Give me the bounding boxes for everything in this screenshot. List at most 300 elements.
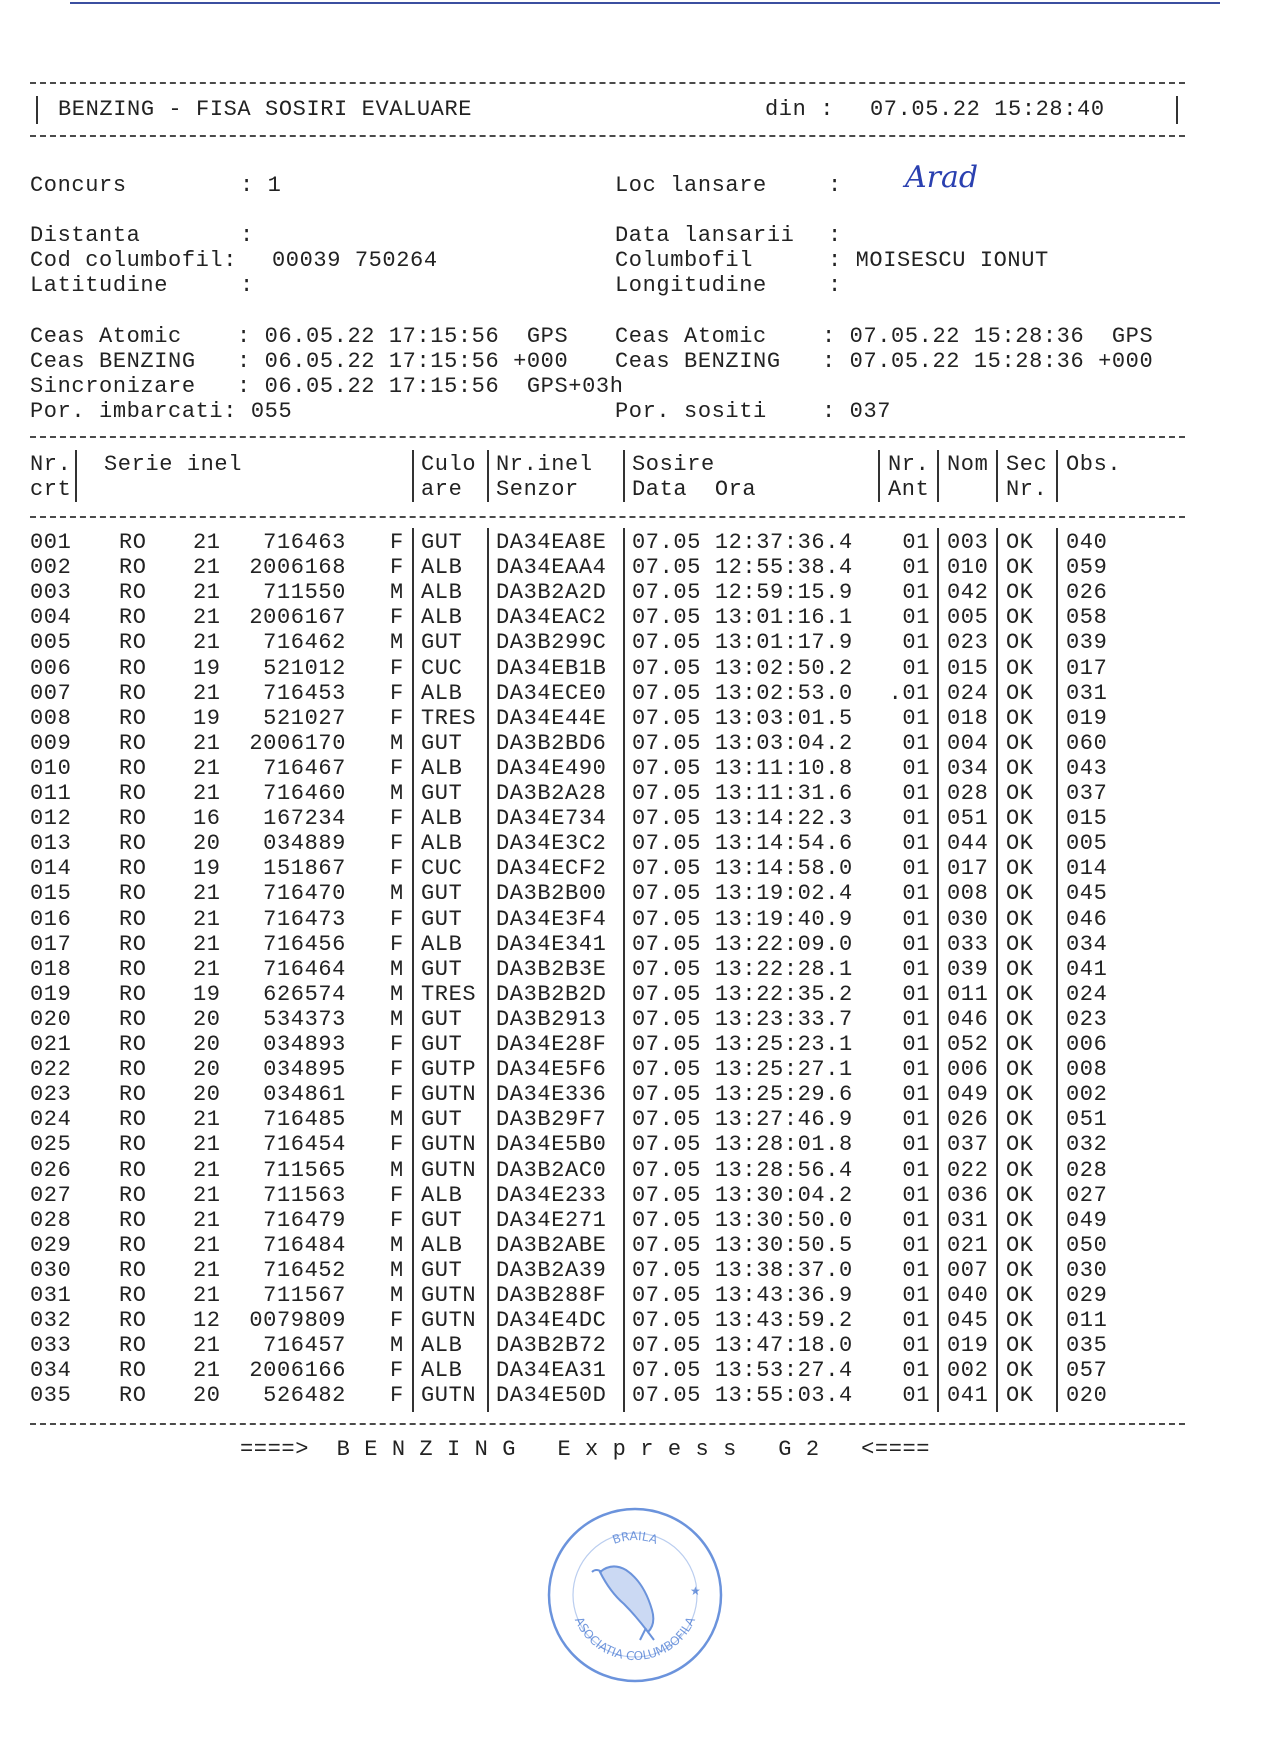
table-row bbox=[0, 1082, 1200, 1107]
table-row bbox=[0, 957, 1200, 982]
ceas-benzing-end: Ceas BENZING : 07.05.22 15:28:36 +000 bbox=[615, 349, 1154, 374]
cell-obs: 049 bbox=[1066, 1207, 1108, 1233]
cell-nr: 004 bbox=[30, 605, 72, 631]
cell-sensor: DA34E3C2 bbox=[496, 831, 607, 857]
cell-nr: 022 bbox=[30, 1057, 72, 1083]
cell-obs: 028 bbox=[1066, 1157, 1108, 1183]
cell-nr: 001 bbox=[30, 530, 72, 555]
cell-ro: RO bbox=[119, 1283, 147, 1308]
cell-sensor: DA3B2A28 bbox=[496, 781, 607, 806]
cell-color: GUT bbox=[421, 1257, 463, 1283]
cell-nom: 003 bbox=[947, 530, 989, 555]
cell-nom: 042 bbox=[947, 580, 989, 606]
cell-color: CUC bbox=[421, 856, 463, 882]
cell-obs: 041 bbox=[1066, 956, 1108, 982]
cell-color: GUT bbox=[421, 1207, 463, 1233]
latitudine-value: : bbox=[240, 273, 254, 298]
cell-ant: 01 bbox=[902, 1057, 930, 1083]
cell-time: 07.05 13:43:59.2 bbox=[632, 1308, 853, 1334]
cell-sec: OK bbox=[1006, 981, 1034, 1007]
cell-obs: 040 bbox=[1066, 530, 1108, 555]
cell-yr: 21 bbox=[193, 1232, 221, 1258]
cell-sec: OK bbox=[1006, 1032, 1034, 1057]
cell-ant: 01 bbox=[902, 1207, 930, 1233]
cell-nom: 002 bbox=[947, 1358, 989, 1384]
cell-ring: 2006168 bbox=[249, 555, 346, 581]
cell-ant: 01 bbox=[902, 1257, 930, 1283]
cell-ring: 716456 bbox=[263, 931, 346, 957]
cell-color: ALB bbox=[421, 555, 463, 581]
cell-sensor: DA34E3F4 bbox=[496, 906, 607, 932]
cell-sec: OK bbox=[1006, 1358, 1034, 1384]
cell-sex: F bbox=[390, 931, 404, 957]
cell-ant: 01 bbox=[902, 755, 930, 781]
cell-ant: 01 bbox=[902, 931, 930, 957]
cell-nom: 007 bbox=[947, 1257, 989, 1283]
cell-nr: 029 bbox=[30, 1232, 72, 1258]
column-separator bbox=[75, 450, 77, 502]
cell-time: 07.05 13:30:04.2 bbox=[632, 1182, 853, 1208]
divider bbox=[30, 135, 1185, 137]
cell-obs: 043 bbox=[1066, 755, 1108, 781]
col-nrant: Nr. bbox=[888, 452, 930, 477]
cell-time: 07.05 12:59:15.9 bbox=[632, 580, 853, 606]
cell-sensor: DA34E50D bbox=[496, 1383, 607, 1409]
cell-obs: 027 bbox=[1066, 1182, 1108, 1208]
cell-obs: 002 bbox=[1066, 1082, 1108, 1108]
cell-yr: 19 bbox=[193, 655, 221, 681]
latitudine-label: Latitudine bbox=[30, 273, 169, 298]
cell-color: ALB bbox=[421, 605, 463, 631]
cell-ring: 716473 bbox=[263, 906, 346, 932]
cell-ant: 01 bbox=[902, 555, 930, 581]
cell-ring: 526482 bbox=[263, 1383, 346, 1409]
cell-obs: 014 bbox=[1066, 856, 1108, 882]
col-sec: Sec bbox=[1006, 452, 1048, 477]
cell-yr: 21 bbox=[193, 956, 221, 982]
cell-sex: F bbox=[390, 1057, 404, 1083]
cell-sec: OK bbox=[1006, 555, 1034, 581]
cell-nom: 021 bbox=[947, 1232, 989, 1258]
cell-nr: 024 bbox=[30, 1107, 72, 1133]
table-row bbox=[0, 555, 1200, 580]
cell-sex: F bbox=[390, 680, 404, 706]
cell-ro: RO bbox=[119, 1358, 147, 1384]
cell-ant: 01 bbox=[902, 630, 930, 656]
cell-ro: RO bbox=[119, 1383, 147, 1409]
cell-sensor: DA34E490 bbox=[496, 755, 607, 781]
cell-nr: 032 bbox=[30, 1308, 72, 1334]
column-separator bbox=[996, 450, 998, 502]
cell-ant: 01 bbox=[902, 1107, 930, 1133]
cell-ring: 716485 bbox=[263, 1107, 346, 1133]
column-separator bbox=[623, 450, 625, 502]
cell-time: 07.05 13:01:17.9 bbox=[632, 630, 853, 656]
cell-yr: 21 bbox=[193, 1358, 221, 1384]
cell-nr: 011 bbox=[30, 781, 72, 806]
cell-yr: 19 bbox=[193, 705, 221, 731]
divider bbox=[30, 436, 1185, 438]
distanta-value: : bbox=[240, 223, 254, 248]
cell-sensor: DA3B2A2D bbox=[496, 580, 607, 606]
header-left-bar bbox=[36, 96, 38, 124]
cell-ant: 01 bbox=[902, 1132, 930, 1158]
cell-nr: 012 bbox=[30, 806, 72, 832]
cell-ro: RO bbox=[119, 1232, 147, 1258]
cell-sec: OK bbox=[1006, 1232, 1034, 1258]
col-crt: crt bbox=[30, 477, 72, 502]
cell-obs: 023 bbox=[1066, 1006, 1108, 1032]
cell-time: 07.05 13:22:28.1 bbox=[632, 956, 853, 982]
cell-ant: 01 bbox=[902, 605, 930, 631]
cell-color: GUT bbox=[421, 881, 463, 907]
cell-time: 07.05 13:22:35.2 bbox=[632, 981, 853, 1007]
table-row bbox=[0, 530, 1200, 555]
cell-sensor: DA3B2ABE bbox=[496, 1232, 607, 1258]
table-row bbox=[0, 1208, 1200, 1233]
cell-nr: 006 bbox=[30, 655, 72, 681]
cell-sec: OK bbox=[1006, 630, 1034, 656]
cell-color: GUTN bbox=[421, 1157, 477, 1183]
cell-sec: OK bbox=[1006, 1082, 1034, 1108]
cell-ro: RO bbox=[119, 605, 147, 631]
cell-nom: 011 bbox=[947, 981, 989, 1007]
cell-nom: 030 bbox=[947, 906, 989, 932]
cell-nr: 005 bbox=[30, 630, 72, 656]
cell-yr: 21 bbox=[193, 1132, 221, 1158]
cell-obs: 017 bbox=[1066, 655, 1108, 681]
longitudine-value: : bbox=[828, 273, 842, 298]
cell-nom: 037 bbox=[947, 1132, 989, 1158]
table-row bbox=[0, 1057, 1200, 1082]
cell-nr: 018 bbox=[30, 956, 72, 982]
cell-time: 07.05 13:38:37.0 bbox=[632, 1257, 853, 1283]
cell-nr: 003 bbox=[30, 580, 72, 606]
cell-sensor: DA34ECE0 bbox=[496, 680, 607, 706]
cell-obs: 050 bbox=[1066, 1232, 1108, 1258]
cell-sex: F bbox=[390, 555, 404, 581]
cell-nom: 040 bbox=[947, 1283, 989, 1308]
cell-ro: RO bbox=[119, 806, 147, 832]
cell-sex: M bbox=[390, 1257, 404, 1283]
cod-columbofil-label: Cod columbofil: bbox=[30, 248, 238, 273]
cell-sex: F bbox=[390, 655, 404, 681]
cell-yr: 19 bbox=[193, 856, 221, 882]
cell-yr: 21 bbox=[193, 1182, 221, 1208]
cell-ring: 034895 bbox=[263, 1057, 346, 1083]
cell-yr: 19 bbox=[193, 981, 221, 1007]
cell-sex: M bbox=[390, 1283, 404, 1308]
cell-yr: 20 bbox=[193, 1082, 221, 1108]
distanta-label: Distanta bbox=[30, 223, 141, 248]
cell-time: 07.05 13:43:36.9 bbox=[632, 1283, 853, 1308]
cell-sec: OK bbox=[1006, 655, 1034, 681]
cell-sec: OK bbox=[1006, 1308, 1034, 1334]
table-row bbox=[0, 656, 1200, 681]
cell-ring: 534373 bbox=[263, 1006, 346, 1032]
table-row bbox=[0, 630, 1200, 655]
cell-ro: RO bbox=[119, 630, 147, 656]
cell-sex: F bbox=[390, 1032, 404, 1057]
cell-yr: 21 bbox=[193, 781, 221, 806]
cell-obs: 031 bbox=[1066, 680, 1108, 706]
cell-ring: 521012 bbox=[263, 655, 346, 681]
cell-ant: 01 bbox=[902, 1358, 930, 1384]
cell-sex: M bbox=[390, 1107, 404, 1133]
loc-lansare-value: : bbox=[828, 173, 842, 198]
cell-nom: 005 bbox=[947, 605, 989, 631]
cell-ro: RO bbox=[119, 856, 147, 882]
cell-yr: 21 bbox=[193, 906, 221, 932]
cell-sensor: DA34E44E bbox=[496, 705, 607, 731]
cell-ring: 716479 bbox=[263, 1207, 346, 1233]
cell-ro: RO bbox=[119, 705, 147, 731]
cell-ro: RO bbox=[119, 1157, 147, 1183]
longitudine-label: Longitudine bbox=[615, 273, 767, 298]
cell-nom: 006 bbox=[947, 1057, 989, 1083]
cell-ro: RO bbox=[119, 1132, 147, 1158]
cell-obs: 051 bbox=[1066, 1107, 1108, 1133]
cell-obs: 029 bbox=[1066, 1283, 1108, 1308]
data-lansarii-value: : bbox=[828, 223, 842, 248]
table-row bbox=[0, 1233, 1200, 1258]
cell-color: GUT bbox=[421, 530, 463, 555]
cell-ring: 716452 bbox=[263, 1257, 346, 1283]
cell-nom: 018 bbox=[947, 705, 989, 731]
cell-nom: 017 bbox=[947, 856, 989, 882]
cell-sec: OK bbox=[1006, 1157, 1034, 1183]
columbofil-value: : MOISESCU IONUT bbox=[828, 248, 1049, 273]
cell-ant: 01 bbox=[902, 580, 930, 606]
cell-ring: 626574 bbox=[263, 981, 346, 1007]
cell-ant: 01 bbox=[902, 530, 930, 555]
cell-sec: OK bbox=[1006, 705, 1034, 731]
cell-nom: 033 bbox=[947, 931, 989, 957]
cell-sec: OK bbox=[1006, 906, 1034, 932]
cell-sensor: DA34EAA4 bbox=[496, 555, 607, 581]
cell-ring: 034893 bbox=[263, 1032, 346, 1057]
cell-ro: RO bbox=[119, 1107, 147, 1133]
table-row bbox=[0, 932, 1200, 957]
cell-nom: 049 bbox=[947, 1082, 989, 1108]
cell-sec: OK bbox=[1006, 1107, 1034, 1133]
cell-ro: RO bbox=[119, 555, 147, 581]
cell-obs: 006 bbox=[1066, 1032, 1108, 1057]
cell-sec: OK bbox=[1006, 580, 1034, 606]
cell-time: 07.05 13:02:50.2 bbox=[632, 655, 853, 681]
table-row bbox=[0, 1383, 1200, 1408]
cell-sex: F bbox=[390, 806, 404, 832]
cell-ant: 01 bbox=[902, 655, 930, 681]
cell-obs: 008 bbox=[1066, 1057, 1108, 1083]
cell-sex: F bbox=[390, 1308, 404, 1334]
cell-yr: 21 bbox=[193, 605, 221, 631]
cell-color: GUTN bbox=[421, 1132, 477, 1158]
column-separator bbox=[878, 450, 880, 502]
cell-nr: 027 bbox=[30, 1182, 72, 1208]
cell-sensor: DA34EA31 bbox=[496, 1358, 607, 1384]
cell-sec: OK bbox=[1006, 1333, 1034, 1359]
cell-nr: 013 bbox=[30, 831, 72, 857]
cell-sec: OK bbox=[1006, 730, 1034, 756]
cell-sex: F bbox=[390, 530, 404, 555]
cell-color: GUTN bbox=[421, 1383, 477, 1409]
cell-nom: 019 bbox=[947, 1333, 989, 1359]
table-row bbox=[0, 756, 1200, 781]
cell-ring: 711565 bbox=[263, 1157, 346, 1183]
cell-sensor: DA34E341 bbox=[496, 931, 607, 957]
loc-lansare-label: Loc lansare bbox=[615, 173, 767, 198]
cell-obs: 026 bbox=[1066, 580, 1108, 606]
cell-ant: .01 bbox=[888, 680, 930, 706]
cell-nom: 028 bbox=[947, 781, 989, 806]
cell-color: CUC bbox=[421, 655, 463, 681]
cell-ant: 01 bbox=[902, 981, 930, 1007]
cell-ant: 01 bbox=[902, 1006, 930, 1032]
cell-nr: 014 bbox=[30, 856, 72, 882]
cell-nom: 044 bbox=[947, 831, 989, 857]
cell-nr: 008 bbox=[30, 705, 72, 731]
cell-yr: 21 bbox=[193, 1283, 221, 1308]
cell-ro: RO bbox=[119, 1006, 147, 1032]
col-sosire: Sosire bbox=[632, 452, 715, 477]
ceas-atomic-start: Ceas Atomic : 06.05.22 17:15:56 GPS bbox=[30, 324, 569, 349]
cell-color: GUT bbox=[421, 956, 463, 982]
cell-sensor: DA3B2A39 bbox=[496, 1257, 607, 1283]
cell-yr: 20 bbox=[193, 1006, 221, 1032]
cell-color: ALB bbox=[421, 1333, 463, 1359]
cell-time: 07.05 13:14:22.3 bbox=[632, 806, 853, 832]
cell-sensor: DA34E734 bbox=[496, 806, 607, 832]
cell-nr: 020 bbox=[30, 1006, 72, 1032]
cell-yr: 20 bbox=[193, 831, 221, 857]
cell-sec: OK bbox=[1006, 1057, 1034, 1083]
table-row bbox=[0, 982, 1200, 1007]
cell-sec: OK bbox=[1006, 1182, 1034, 1208]
cell-sex: F bbox=[390, 1358, 404, 1384]
table-row bbox=[0, 856, 1200, 881]
cell-ring: 716463 bbox=[263, 530, 346, 555]
cell-sex: F bbox=[390, 755, 404, 781]
cell-sec: OK bbox=[1006, 931, 1034, 957]
cell-yr: 16 bbox=[193, 806, 221, 832]
cell-sex: M bbox=[390, 630, 404, 656]
cell-time: 07.05 13:19:02.4 bbox=[632, 881, 853, 907]
cell-nr: 023 bbox=[30, 1082, 72, 1108]
cell-color: GUT bbox=[421, 906, 463, 932]
cell-ro: RO bbox=[119, 781, 147, 806]
cell-ant: 01 bbox=[902, 806, 930, 832]
divider bbox=[30, 82, 1185, 84]
cell-yr: 21 bbox=[193, 1107, 221, 1133]
cell-time: 07.05 13:30:50.5 bbox=[632, 1232, 853, 1258]
cell-color: ALB bbox=[421, 1182, 463, 1208]
cell-nom: 010 bbox=[947, 555, 989, 581]
col-secnr: Nr. bbox=[1006, 477, 1048, 502]
cell-sensor: DA34EAC2 bbox=[496, 605, 607, 631]
cell-nom: 034 bbox=[947, 755, 989, 781]
cell-ro: RO bbox=[119, 906, 147, 932]
cell-color: GUT bbox=[421, 781, 463, 806]
cell-color: GUTP bbox=[421, 1057, 477, 1083]
cell-sec: OK bbox=[1006, 1283, 1034, 1308]
star-icon: ★ bbox=[690, 1584, 701, 1598]
cell-time: 07.05 13:25:29.6 bbox=[632, 1082, 853, 1108]
cell-obs: 060 bbox=[1066, 730, 1108, 756]
cell-ant: 01 bbox=[902, 705, 930, 731]
cell-ring: 2006167 bbox=[249, 605, 346, 631]
cell-sex: F bbox=[390, 1207, 404, 1233]
cell-nr: 031 bbox=[30, 1283, 72, 1308]
table-row bbox=[0, 1308, 1200, 1333]
cell-yr: 20 bbox=[193, 1057, 221, 1083]
cell-sec: OK bbox=[1006, 1383, 1034, 1409]
cell-color: TRES bbox=[421, 705, 477, 731]
por-imbarcati: Por. imbarcati: 055 bbox=[30, 399, 293, 424]
ceas-atomic-end: Ceas Atomic : 07.05.22 15:28:36 GPS bbox=[615, 324, 1154, 349]
cell-sex: F bbox=[390, 705, 404, 731]
cell-ring: 2006166 bbox=[249, 1358, 346, 1384]
cell-time: 07.05 13:47:18.0 bbox=[632, 1333, 853, 1359]
cell-yr: 20 bbox=[193, 1032, 221, 1057]
cell-time: 07.05 13:25:23.1 bbox=[632, 1032, 853, 1057]
table-row bbox=[0, 580, 1200, 605]
cell-ant: 01 bbox=[902, 906, 930, 932]
cell-obs: 057 bbox=[1066, 1358, 1108, 1384]
cell-color: ALB bbox=[421, 680, 463, 706]
cell-nr: 015 bbox=[30, 881, 72, 907]
cell-sex: F bbox=[390, 1383, 404, 1409]
cell-sensor: DA3B2B3E bbox=[496, 956, 607, 982]
cell-nom: 039 bbox=[947, 956, 989, 982]
cell-ro: RO bbox=[119, 1182, 147, 1208]
cell-sec: OK bbox=[1006, 605, 1034, 631]
cell-time: 07.05 13:22:09.0 bbox=[632, 931, 853, 957]
cell-time: 07.05 13:01:16.1 bbox=[632, 605, 853, 631]
cell-ring: 711563 bbox=[263, 1182, 346, 1208]
cell-ro: RO bbox=[119, 931, 147, 957]
cell-sensor: DA3B288F bbox=[496, 1283, 607, 1308]
table-row bbox=[0, 1358, 1200, 1383]
table-row bbox=[0, 1183, 1200, 1208]
cell-time: 07.05 13:30:50.0 bbox=[632, 1207, 853, 1233]
cell-ant: 01 bbox=[902, 1308, 930, 1334]
table-row bbox=[0, 1283, 1200, 1308]
table-row bbox=[0, 806, 1200, 831]
cell-yr: 21 bbox=[193, 931, 221, 957]
cell-yr: 12 bbox=[193, 1308, 221, 1334]
cell-time: 07.05 12:37:36.4 bbox=[632, 530, 853, 555]
cell-time: 07.05 13:25:27.1 bbox=[632, 1057, 853, 1083]
svg-text:BRAILA bbox=[611, 1529, 661, 1547]
cell-sensor: DA34EB1B bbox=[496, 655, 607, 681]
cell-ant: 01 bbox=[902, 1383, 930, 1409]
cell-sensor: DA34E28F bbox=[496, 1032, 607, 1057]
cell-nr: 034 bbox=[30, 1358, 72, 1384]
cell-obs: 019 bbox=[1066, 705, 1108, 731]
cell-sec: OK bbox=[1006, 831, 1034, 857]
cell-time: 07.05 13:11:31.6 bbox=[632, 781, 853, 806]
cell-color: GUTN bbox=[421, 1082, 477, 1108]
cell-nom: 004 bbox=[947, 730, 989, 756]
cell-time: 07.05 13:28:01.8 bbox=[632, 1132, 853, 1158]
cell-yr: 21 bbox=[193, 730, 221, 756]
cell-color: ALB bbox=[421, 931, 463, 957]
table-row bbox=[0, 1132, 1200, 1157]
cell-obs: 037 bbox=[1066, 781, 1108, 806]
cell-ro: RO bbox=[119, 755, 147, 781]
cell-sensor: DA34E5B0 bbox=[496, 1132, 607, 1158]
